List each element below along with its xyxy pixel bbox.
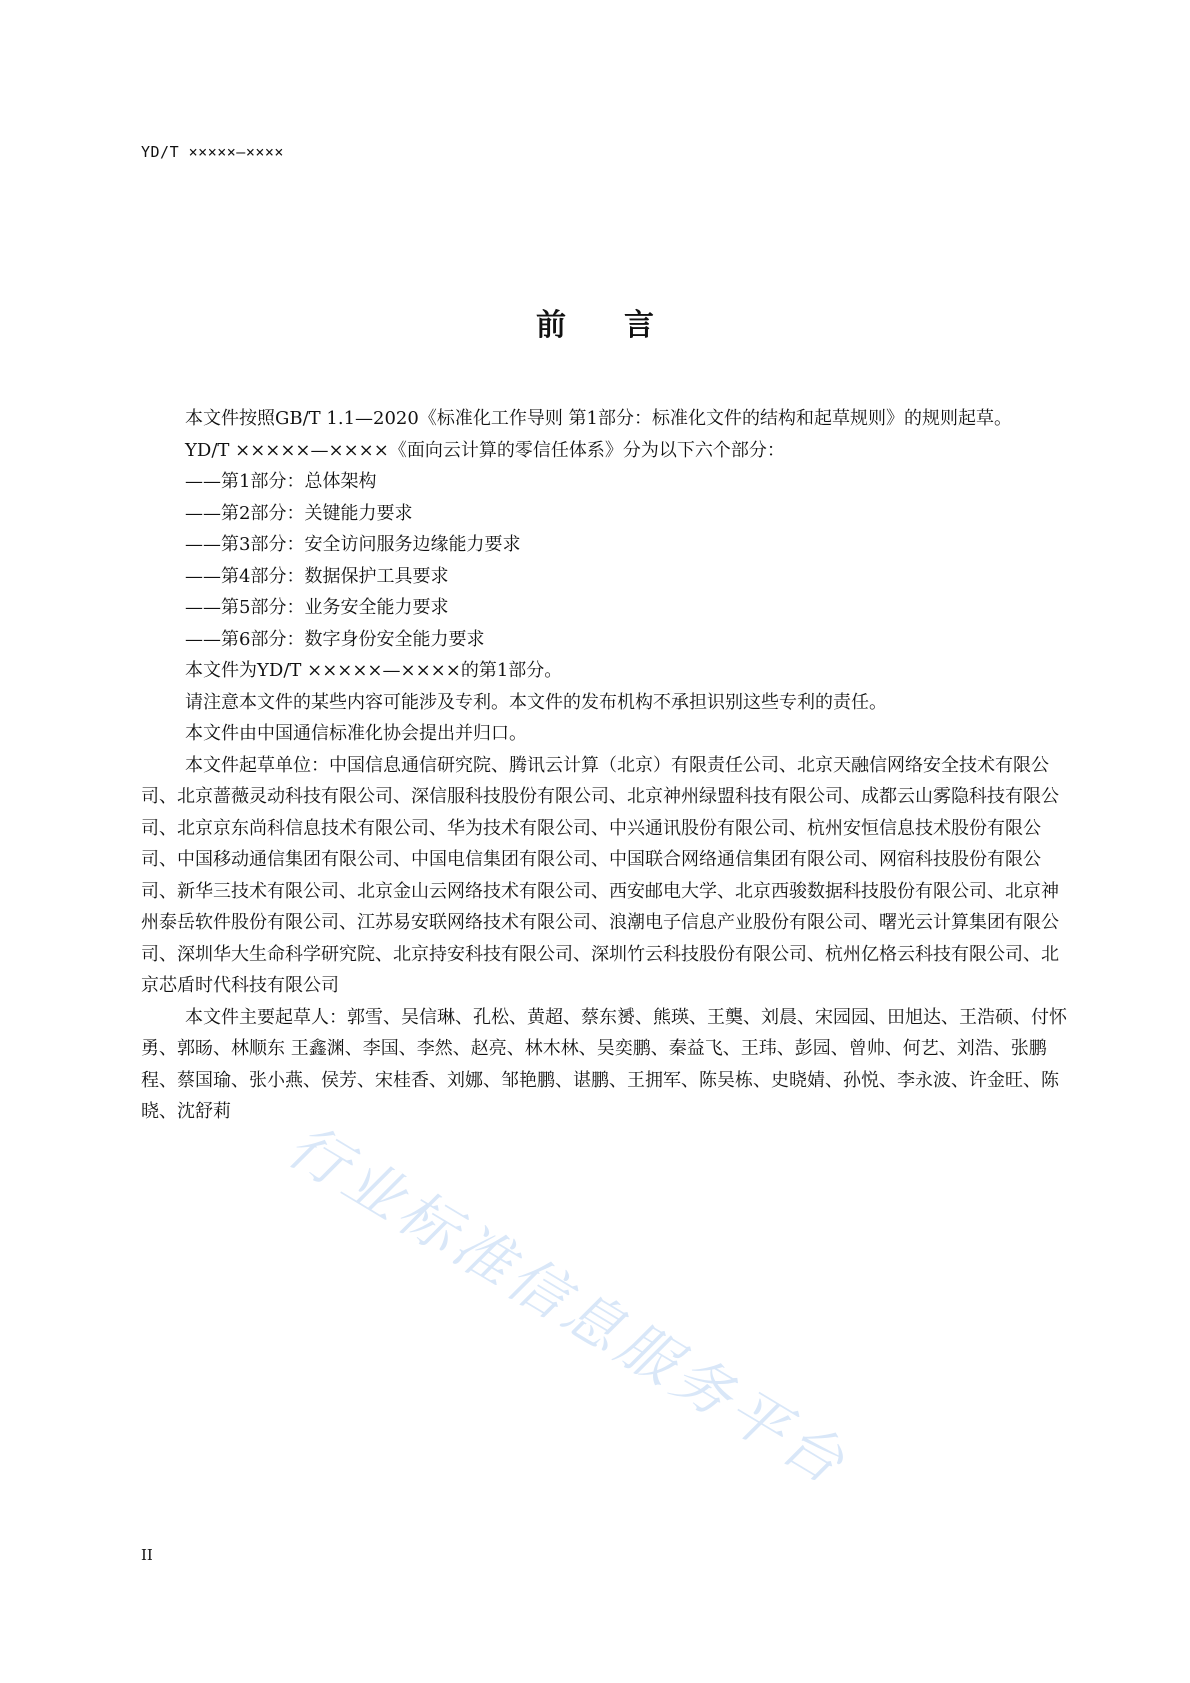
page-title: 前言 [536,308,712,343]
page-number: II [141,1546,153,1564]
document-code: YD/T ×××××—×××× [141,143,284,161]
watermark: 行业标准信息服务平台 [276,1111,860,1500]
proposer-statement: 本文件由中国通信标准化协会提出并归口。 [185,723,527,744]
drafting-units: 本文件起草单位：中国信息通信研究院、腾讯云计算（北京）有限责任公司、北京天融信网络安全技术有限公司、北京蔷薇灵动科技有限公司、深信服科技股份有限公司、北京神州绿盟科技有限公司、成都云山雾隐科技有限公司、北京京东尚科信息技术有限公司、华为技术有限公司、中兴通讯股份有限公司、杭州安恒信息技术股份有限公司、中国移动通信集团有限公司、中国电信集团有限公司、中国联合网络通信集团有限公司、网宿科技股份有限公司、新华三技术有限公司、北京金山云网络技术有限公司、西安邮电大学、北京西骏数据科技股份有限公司、北京神州泰岳软件股份有限公司、江苏易安联网络技术有限公司、浪潮电子信息产业股份有限公司、曙光云计算集团有限公司、深圳华大生命科学研究院、北京持安科技有限公司、深圳竹云科技股份有限公司、杭州亿格云科技有限公司、北京芯盾时代科技有限公司 [141,754,1059,996]
document-body [141,403,1073,1128]
part-list-item: ——第4部分：数据保护工具要求 [185,565,449,587]
part-list-item: ——第2部分：关键能力要求 [185,502,413,524]
part-list-item: ——第1部分：总体架构 [185,471,377,492]
part-statement: 本文件为YD/T ×××××—××××的第1部分。 [185,660,563,681]
part-list-item: ——第6部分：数字身份安全能力要求 [185,628,485,650]
part-list-item: ——第5部分：业务安全能力要求 [185,597,449,618]
drafters: 本文件主要起草人：郭雪、吴信琳、孔松、黄超、蔡东赟、熊瑛、王龑、刘晨、宋园园、田旭达、王浩硕、付怀勇、郭旸、林顺东 王鑫渊、李国、李然、赵亮、林木林、吴奕鹏、秦益飞、王玮、彭园、曾帅、何艺、刘浩、张鹏程、蔡国瑜、张小燕、侯芳、宋桂香、刘娜、邹艳鹏、谌鹏、王拥军、陈吴栋、史晓婧、孙悦、李永波、许金旺、陈晓、沈舒莉 [141,1006,1067,1122]
series-paragraph: YD/T ×××××—××××《面向云计算的零信任体系》分为以下六个部分： [185,439,785,461]
patent-notice: 请注意本文件的某些内容可能涉及专利。本文件的发布机构不承担识别这些专利的责任。 [185,691,887,713]
intro-paragraph: 本文件按照GB/T 1.1—2020《标准化工作导则 第1部分：标准化文件的结构和起草规则》的规则起草。 [185,408,1013,429]
part-list-item: ——第3部分：安全访问服务边缘能力要求 [185,534,521,555]
